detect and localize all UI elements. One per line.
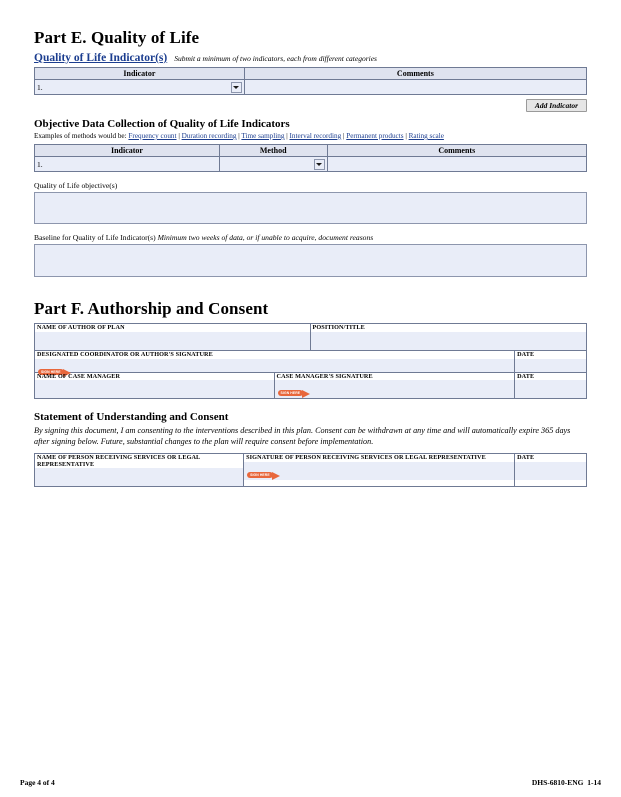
footer-form-id bbox=[532, 778, 601, 787]
case-manager-date-label: DATE bbox=[517, 372, 535, 380]
baseline-label: Baseline for Quality of Life Indicator(s) bbox=[34, 233, 156, 242]
baseline-input[interactable] bbox=[34, 244, 587, 277]
author-name-input[interactable] bbox=[35, 332, 310, 350]
person-signature-label: SIGNATURE OF PERSON RECEIVING SERVICES OR LEGAL REPRESENTATIVE bbox=[246, 453, 486, 461]
column-header-comments: Comments bbox=[327, 145, 586, 157]
person-signature-input[interactable] bbox=[244, 462, 514, 480]
row-number: 1. bbox=[37, 159, 43, 169]
indicator-table bbox=[34, 67, 587, 95]
objective-data-table bbox=[34, 144, 587, 172]
person-name-label: NAME OF PERSON RECEIVING SERVICES OR LEGAL REPRESENTATIVE bbox=[37, 453, 200, 468]
footer-form-code: DHS-6810-ENG bbox=[531, 778, 584, 787]
column-header-method: Method bbox=[219, 145, 327, 157]
case-manager-row bbox=[34, 373, 587, 400]
method-link-duration-recording[interactable]: Duration recording bbox=[181, 132, 237, 140]
position-title-label: POSITION/TITLE bbox=[312, 324, 365, 331]
position-title-field[interactable] bbox=[311, 323, 588, 351]
part-e-title: Part E. Quality of Life bbox=[34, 28, 200, 47]
footer-page-number: Page 4 of 4 bbox=[20, 778, 55, 787]
statement-of-understanding-text: By signing this document, I am consenting to the interventions described in this plan. Consent can be withdrawn at any time and will automatically expire 365 days after signing below. Future, substantial changes to the plan will require consent before implementation. bbox=[34, 426, 571, 447]
coordinator-signature-field[interactable] bbox=[34, 351, 515, 373]
author-row bbox=[34, 323, 587, 351]
column-header-indicator: Indicator bbox=[35, 68, 245, 80]
baseline-label-row bbox=[34, 233, 587, 242]
method-link-permanent-products[interactable]: Permanent products bbox=[346, 132, 404, 140]
case-manager-date-input[interactable] bbox=[515, 380, 586, 398]
case-manager-date-field[interactable] bbox=[515, 373, 587, 400]
sign-here-stamp[interactable]: SIGN HERE bbox=[38, 369, 64, 375]
quality-of-life-objective-input[interactable] bbox=[34, 192, 587, 224]
method-link-interval-recording[interactable]: Interval recording bbox=[289, 132, 342, 140]
sign-here-stamp[interactable]: SIGN HERE bbox=[278, 390, 304, 396]
author-name-label: NAME OF AUTHOR OF PLAN bbox=[37, 324, 125, 331]
quality-of-life-indicator-heading: Quality of Life Indicator(s) bbox=[34, 52, 168, 64]
row-number: 1. bbox=[37, 82, 43, 92]
quality-of-life-indicator-note: Submit a minimum of two indicators, each from different categories bbox=[174, 54, 377, 63]
page-footer bbox=[20, 778, 601, 787]
coordinator-date-input[interactable] bbox=[515, 359, 586, 372]
baseline-note: Minimum two weeks of data, or if unable to acquire, document reasons bbox=[157, 233, 374, 242]
person-date-input[interactable] bbox=[515, 462, 586, 480]
case-manager-signature-field[interactable] bbox=[275, 373, 516, 400]
part-f-title: Part F. Authorship and Consent bbox=[34, 299, 269, 318]
case-manager-name-field[interactable] bbox=[34, 373, 275, 400]
quality-of-life-indicator-header bbox=[34, 52, 587, 64]
table-row bbox=[35, 157, 587, 172]
person-name-input[interactable] bbox=[35, 468, 243, 486]
table-header-row bbox=[35, 145, 587, 157]
method-link-time-sampling[interactable]: Time sampling bbox=[241, 132, 285, 140]
coordinator-date-label: DATE bbox=[517, 350, 535, 358]
case-manager-signature-input[interactable] bbox=[275, 380, 515, 398]
coordinator-signature-row bbox=[34, 351, 587, 373]
person-name-field[interactable] bbox=[34, 453, 244, 488]
statement-of-understanding-heading: Statement of Understanding and Consent bbox=[34, 411, 229, 424]
comments-cell[interactable] bbox=[327, 157, 586, 172]
chevron-down-icon[interactable] bbox=[314, 159, 325, 170]
position-title-input[interactable] bbox=[311, 332, 587, 350]
method-link-frequency-count[interactable]: Frequency count bbox=[128, 132, 177, 140]
method-cell[interactable] bbox=[219, 157, 327, 172]
case-manager-signature-label: CASE MANAGER'S SIGNATURE bbox=[276, 372, 373, 380]
coordinator-date-field[interactable] bbox=[515, 351, 587, 373]
objective-data-collection-heading: Objective Data Collection of Quality of Life Indicators bbox=[34, 118, 290, 130]
case-manager-name-label: NAME OF CASE MANAGER bbox=[37, 372, 121, 380]
methods-label: Examples of methods would be: bbox=[34, 132, 127, 140]
person-signature-field[interactable] bbox=[244, 453, 515, 488]
quality-of-life-objective-label: Quality of Life objective(s) bbox=[34, 181, 118, 190]
footer-revision: 1-14 bbox=[587, 778, 601, 787]
person-consent-row bbox=[34, 453, 587, 488]
person-date-field[interactable] bbox=[515, 453, 587, 488]
column-header-comments: Comments bbox=[244, 68, 586, 80]
person-date-label: DATE bbox=[517, 453, 535, 461]
coordinator-signature-input[interactable] bbox=[35, 359, 514, 372]
column-header-indicator: Indicator bbox=[35, 145, 220, 157]
table-header-row bbox=[35, 68, 587, 80]
indicator-cell[interactable] bbox=[35, 80, 245, 95]
add-indicator-button[interactable]: Add Indicator bbox=[526, 99, 587, 112]
sign-here-stamp[interactable]: SIGN HERE bbox=[247, 472, 273, 478]
case-manager-name-input[interactable] bbox=[35, 380, 274, 398]
table-row bbox=[35, 80, 587, 95]
author-name-field[interactable] bbox=[34, 323, 311, 351]
method-link-rating-scale[interactable]: Rating scale bbox=[408, 132, 444, 140]
add-indicator-row bbox=[34, 99, 587, 112]
comments-cell[interactable] bbox=[244, 80, 586, 95]
methods-examples-line: Examples of methods would be: Frequency count | Duration recording | Time sampling | Interval recording | Permanent products | Rating scale bbox=[34, 132, 444, 140]
chevron-down-icon[interactable] bbox=[231, 82, 242, 93]
indicator-cell[interactable] bbox=[35, 157, 220, 172]
coordinator-signature-label: DESIGNATED COORDINATOR OR AUTHOR'S SIGNATURE bbox=[37, 350, 213, 358]
